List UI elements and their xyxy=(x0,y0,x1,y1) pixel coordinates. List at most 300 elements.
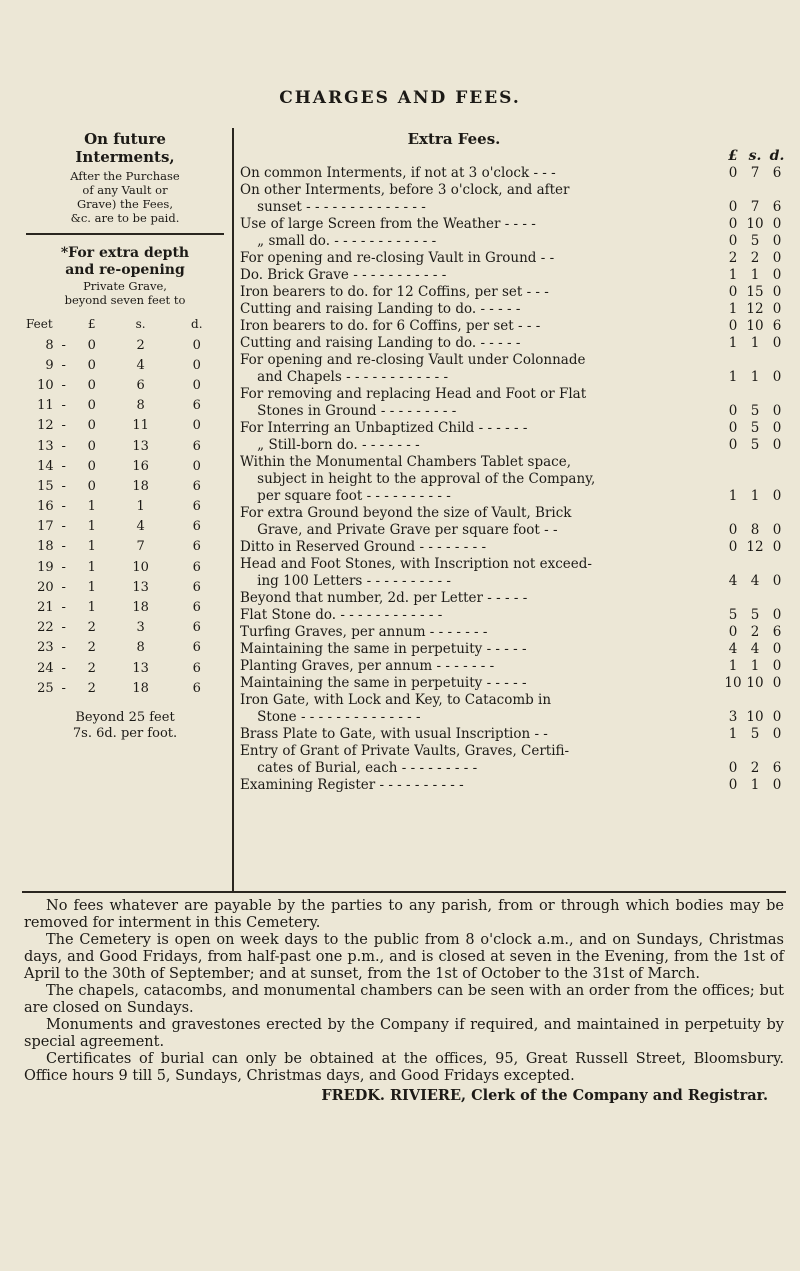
fee-label: Beyond that number, 2d. per Letter - - - - - xyxy=(240,590,528,606)
depth-cell-pounds: 1 xyxy=(87,499,96,515)
fee-label: „ Still-born do. - - - - - - - xyxy=(240,437,420,453)
depth-cell-feet: 17 xyxy=(37,519,54,535)
fee-pounds: 0 xyxy=(728,539,738,555)
fee-shillings: 1 xyxy=(750,658,760,674)
fee-label: Flat Stone do. - - - - - - - - - - - - xyxy=(240,607,443,623)
fee-row xyxy=(240,471,788,488)
depth-cell-pounds: 2 xyxy=(87,640,96,656)
depth-cell-pence: 0 xyxy=(192,458,201,474)
fee-shillings: 5 xyxy=(750,726,760,742)
fee-row xyxy=(240,216,788,233)
future-interments-heading: On future Interments, xyxy=(75,130,175,166)
depth-cell-feet: 9 xyxy=(45,357,54,373)
depth-cell-dash: - xyxy=(61,620,66,636)
fee-row xyxy=(240,301,788,318)
fee-pence: 0 xyxy=(772,641,782,657)
depth-cell-pounds: 1 xyxy=(87,519,96,535)
depth-cell-shillings: 3 xyxy=(136,620,145,636)
fee-amount xyxy=(722,658,788,675)
depth-cell-pounds: 0 xyxy=(87,478,96,494)
fee-pence: 6 xyxy=(772,760,782,776)
fee-label: Planting Graves, per annum - - - - - - - xyxy=(240,658,495,674)
depth-cell-feet: 8 xyxy=(45,337,54,353)
fee-pounds: 0 xyxy=(728,284,738,300)
fee-shillings: 7 xyxy=(750,165,760,181)
fee-label: and Chapels - - - - - - - - - - - - xyxy=(240,369,449,385)
fee-pence: 0 xyxy=(772,250,782,266)
fee-row xyxy=(240,386,788,403)
fee-shillings: 2 xyxy=(750,760,760,776)
depth-cell-dash: - xyxy=(61,458,66,474)
depth-cell-feet: 25 xyxy=(37,680,54,696)
fee-row xyxy=(240,726,788,743)
fee-label: Maintaining the same in perpetuity - - - - - xyxy=(240,641,527,657)
fee-shillings: 12 xyxy=(746,301,764,317)
fee-pence: 6 xyxy=(772,318,782,334)
fee-pence: 0 xyxy=(772,658,782,674)
depth-row xyxy=(22,497,222,517)
fee-row xyxy=(240,743,788,760)
depth-cell-pounds: 2 xyxy=(87,660,96,676)
fee-pence: 0 xyxy=(772,488,782,504)
depth-cell-pence: 0 xyxy=(192,337,201,353)
fee-shillings: 5 xyxy=(750,437,760,453)
fee-label: ing 100 Letters - - - - - - - - - - xyxy=(240,573,451,589)
depth-cell-dash: - xyxy=(61,559,66,575)
fee-pence: 0 xyxy=(772,607,782,623)
fee-label: Head and Foot Stones, with Inscription not exceed- xyxy=(240,556,592,572)
depth-cell-pence: 0 xyxy=(192,418,201,434)
fee-pounds: 0 xyxy=(728,403,738,419)
depth-fee-table xyxy=(22,313,222,698)
depth-row xyxy=(22,537,222,557)
depth-cell-shillings: 11 xyxy=(132,418,149,434)
fee-row xyxy=(240,641,788,658)
fee-amount xyxy=(722,760,788,777)
fee-shillings: 1 xyxy=(750,777,760,793)
fee-pounds: 10 xyxy=(724,675,742,691)
depth-cell-shillings: 18 xyxy=(132,680,149,696)
depth-cell-feet: 18 xyxy=(37,539,54,555)
vertical-divider xyxy=(232,128,234,891)
depth-cell-pence: 6 xyxy=(192,680,201,696)
depth-cell-pence: 6 xyxy=(192,539,201,555)
fee-amount xyxy=(722,777,788,794)
fee-row xyxy=(240,573,788,590)
fee-label: per square foot - - - - - - - - - - xyxy=(240,488,451,504)
fee-label: sunset - - - - - - - - - - - - - - xyxy=(240,199,426,215)
fee-amount xyxy=(722,301,788,318)
fee-shillings: 2 xyxy=(750,624,760,640)
depth-cell-pounds: 0 xyxy=(87,398,96,414)
depth-cell-feet: 12 xyxy=(37,418,54,434)
fee-shillings: 12 xyxy=(746,539,764,555)
depth-cell-pence: 6 xyxy=(192,579,201,595)
depth-cell-dash: - xyxy=(61,418,66,434)
fee-amount xyxy=(722,437,788,454)
fee-pence: 0 xyxy=(772,403,782,419)
depth-cell-dash: - xyxy=(61,478,66,494)
depth-cell-shillings: 18 xyxy=(132,600,149,616)
depth-cell-shillings: 4 xyxy=(136,519,145,535)
fee-row xyxy=(240,488,788,505)
fee-pounds: 4 xyxy=(728,573,738,589)
depth-row xyxy=(22,396,222,416)
fee-amount xyxy=(722,522,788,539)
fee-shillings: 8 xyxy=(750,522,760,538)
fee-row xyxy=(240,590,788,607)
depth-cell-feet: 19 xyxy=(37,559,54,575)
fee-row xyxy=(240,709,788,726)
fee-pence: 0 xyxy=(772,216,782,232)
depth-cell-dash: - xyxy=(61,337,66,353)
fee-row xyxy=(240,454,788,471)
notes-section xyxy=(24,898,784,1104)
depth-cell-pounds: 1 xyxy=(87,579,96,595)
fee-row xyxy=(240,624,788,641)
fee-label: cates of Burial, each - - - - - - - - - xyxy=(240,760,478,776)
fee-row xyxy=(240,369,788,386)
fee-amount xyxy=(722,369,788,386)
depth-cell-feet: 15 xyxy=(37,478,54,494)
fee-row xyxy=(240,522,788,539)
depth-cell-shillings: 16 xyxy=(132,458,149,474)
depth-cell-pence: 6 xyxy=(192,620,201,636)
fee-shillings: 10 xyxy=(746,709,764,725)
shillings-header: s. xyxy=(135,317,146,331)
feet-header: Feet xyxy=(26,317,53,331)
fee-shillings: 5 xyxy=(750,403,760,419)
pounds-header: £ xyxy=(728,148,738,164)
fee-shillings: 10 xyxy=(746,318,764,334)
depth-cell-pounds: 0 xyxy=(87,377,96,393)
fee-row xyxy=(240,420,788,437)
fee-pounds: 0 xyxy=(728,624,738,640)
fee-label: Iron Gate, with Lock and Key, to Catacomb in xyxy=(240,692,552,708)
fee-amount xyxy=(722,165,788,182)
fee-label: Maintaining the same in perpetuity - - - - - xyxy=(240,675,527,691)
fee-label: Turfing Graves, per annum - - - - - - - xyxy=(240,624,488,640)
depth-cell-shillings: 13 xyxy=(132,660,149,676)
fee-shillings: 1 xyxy=(750,369,760,385)
depth-cell-pounds: 2 xyxy=(87,680,96,696)
fee-amount xyxy=(722,641,788,658)
depth-row xyxy=(22,476,222,496)
pence-header: d. xyxy=(769,148,785,164)
fee-amount xyxy=(722,216,788,233)
depth-cell-pence: 6 xyxy=(192,559,201,575)
fee-row xyxy=(240,760,788,777)
depth-cell-feet: 24 xyxy=(37,660,54,676)
horizontal-divider xyxy=(22,891,786,893)
depth-row xyxy=(22,678,222,698)
fee-pence: 0 xyxy=(772,437,782,453)
fee-pounds: 0 xyxy=(728,420,738,436)
depth-cell-shillings: 7 xyxy=(136,539,145,555)
depth-cell-feet: 11 xyxy=(37,398,54,414)
fee-amount xyxy=(722,250,788,267)
fee-row xyxy=(240,233,788,250)
depth-cell-shillings: 18 xyxy=(132,478,149,494)
fee-pounds: 1 xyxy=(728,301,738,317)
depth-cell-pence: 6 xyxy=(192,519,201,535)
fee-label: Examining Register - - - - - - - - - - xyxy=(240,777,464,793)
depth-cell-dash: - xyxy=(61,499,66,515)
fee-row xyxy=(240,556,788,573)
note-paragraph: The chapels, catacombs, and monumental chambers can be seen with an order from the offices; but are closed on Sundays. xyxy=(24,983,784,1016)
fee-label: For opening and re-closing Vault in Ground - - xyxy=(240,250,555,266)
depth-cell-shillings: 1 xyxy=(136,499,145,515)
fee-row xyxy=(240,607,788,624)
note-paragraph: Monuments and gravestones erected by the Company if required, and maintained in perpetuity by special agreement. xyxy=(24,1017,784,1050)
fee-pence: 0 xyxy=(772,726,782,742)
fee-row xyxy=(240,284,788,301)
fee-pence: 0 xyxy=(772,233,782,249)
depth-row xyxy=(22,557,222,577)
depth-cell-pounds: 1 xyxy=(87,539,96,555)
fee-row xyxy=(240,777,788,794)
depth-cell-shillings: 2 xyxy=(136,337,145,353)
depth-cell-shillings: 10 xyxy=(132,559,149,575)
fee-pounds: 1 xyxy=(728,369,738,385)
fee-row xyxy=(240,692,788,709)
depth-cell-pounds: 0 xyxy=(87,458,96,474)
fee-amount xyxy=(722,335,788,352)
page-title: CHARGES AND FEES. xyxy=(279,88,521,108)
depth-cell-dash: - xyxy=(61,438,66,454)
fee-pence: 0 xyxy=(772,675,782,691)
fee-pounds: 0 xyxy=(728,233,738,249)
fee-amount xyxy=(722,233,788,250)
fee-shillings: 5 xyxy=(750,233,760,249)
depth-row xyxy=(22,597,222,617)
fee-label: Iron bearers to do. for 6 Coffins, per set - - - xyxy=(240,318,541,334)
fee-pence: 0 xyxy=(772,267,782,283)
fee-label: For extra Ground beyond the size of Vault, Brick xyxy=(240,505,572,521)
note-paragraph: Certificates of burial can only be obtained at the offices, 95, Great Russell Street, Bloomsbury. Office hours 9 till 5, Sundays, Christmas days, and Good Fridays excepted. xyxy=(24,1051,784,1084)
fee-amount xyxy=(722,318,788,335)
fee-pence: 0 xyxy=(772,522,782,538)
depth-cell-dash: - xyxy=(61,579,66,595)
depth-row xyxy=(22,658,222,678)
fee-pounds: 0 xyxy=(728,760,738,776)
depth-cell-pence: 0 xyxy=(192,357,201,373)
signature: FREDK. RIVIERE, Clerk of the Company and Registrar. xyxy=(321,1087,768,1104)
fee-shillings: 2 xyxy=(750,250,760,266)
depth-cell-pence: 6 xyxy=(192,600,201,616)
fee-amount xyxy=(722,675,788,692)
depth-cell-dash: - xyxy=(61,660,66,676)
depth-cell-shillings: 13 xyxy=(132,438,149,454)
depth-cell-dash: - xyxy=(61,519,66,535)
lsd-header xyxy=(240,148,788,164)
extra-fees-column xyxy=(240,130,788,794)
fee-row xyxy=(240,403,788,420)
depth-row xyxy=(22,375,222,395)
left-divider xyxy=(26,233,224,235)
fee-label: Ditto in Reserved Ground - - - - - - - - xyxy=(240,539,487,555)
fee-label: Stones in Ground - - - - - - - - - xyxy=(240,403,457,419)
fee-shillings: 4 xyxy=(750,573,760,589)
fee-pence: 6 xyxy=(772,199,782,215)
fee-row xyxy=(240,318,788,335)
depth-cell-shillings: 13 xyxy=(132,579,149,595)
fee-shillings: 1 xyxy=(750,335,760,351)
fee-label: For Interring an Unbaptized Child - - - - - - xyxy=(240,420,528,436)
fee-amount xyxy=(722,199,788,216)
depth-cell-shillings: 4 xyxy=(136,357,145,373)
depth-cell-feet: 21 xyxy=(37,600,54,616)
fee-row xyxy=(240,352,788,369)
fee-label: Entry of Grant of Private Vaults, Graves, Certifi- xyxy=(240,743,570,759)
depth-cell-dash: - xyxy=(61,600,66,616)
depth-cell-pence: 6 xyxy=(192,499,201,515)
depth-cell-pence: 6 xyxy=(192,640,201,656)
fee-amount xyxy=(722,403,788,420)
depth-row xyxy=(22,335,222,355)
note-paragraph: The Cemetery is open on week days to the public from 8 o'clock a.m., and on Sundays, Christmas days, and Good Fridays, from half-past one p.m., and is closed at seven in the Evening, from the 1st of April to the 30th of September; and at sunset, from the 1st of October to the 31st of March. xyxy=(24,932,784,982)
depth-cell-pounds: 0 xyxy=(87,357,96,373)
fee-amount xyxy=(722,573,788,590)
fee-pounds: 0 xyxy=(728,318,738,334)
depth-cell-pence: 6 xyxy=(192,398,201,414)
fee-label: Do. Brick Grave - - - - - - - - - - - xyxy=(240,267,447,283)
depth-cell-pence: 6 xyxy=(192,478,201,494)
depth-cell-pence: 0 xyxy=(192,377,201,393)
fee-amount xyxy=(722,284,788,301)
fee-pounds: 4 xyxy=(728,641,738,657)
fee-row xyxy=(240,267,788,284)
fee-pounds: 0 xyxy=(728,199,738,215)
note-paragraph: No fees whatever are payable by the parties to any parish, from or through which bodies may be removed for interment in this Cemetery. xyxy=(24,898,784,931)
fee-label: „ small do. - - - - - - - - - - - - xyxy=(240,233,437,249)
depth-fees-column xyxy=(22,130,228,742)
fee-row xyxy=(240,505,788,522)
fee-shillings: 10 xyxy=(746,216,764,232)
depth-cell-dash: - xyxy=(61,357,66,373)
fee-pounds: 5 xyxy=(728,607,738,623)
depth-cell-dash: - xyxy=(61,640,66,656)
extra-depth-heading: *For extra depth and re-opening xyxy=(60,245,190,278)
depth-row xyxy=(22,577,222,597)
fee-pence: 6 xyxy=(772,165,782,181)
shillings-header: s. xyxy=(748,148,762,164)
fee-pounds: 2 xyxy=(728,250,738,266)
fee-row xyxy=(240,675,788,692)
depth-cell-pounds: 0 xyxy=(87,337,96,353)
depth-cell-pounds: 0 xyxy=(87,418,96,434)
fee-pounds: 1 xyxy=(728,267,738,283)
depth-cell-dash: - xyxy=(61,680,66,696)
fee-shillings: 1 xyxy=(750,488,760,504)
fee-pounds: 3 xyxy=(728,709,738,725)
depth-cell-shillings: 8 xyxy=(136,398,145,414)
fee-pounds: 1 xyxy=(728,726,738,742)
fee-pounds: 0 xyxy=(728,165,738,181)
fee-pence: 0 xyxy=(772,420,782,436)
depth-cell-pence: 6 xyxy=(192,438,201,454)
fee-pence: 0 xyxy=(772,335,782,351)
fee-amount xyxy=(722,420,788,437)
depth-row xyxy=(22,638,222,658)
fee-row xyxy=(240,250,788,267)
extra-fees-title: Extra Fees. xyxy=(407,130,501,148)
fee-label: Stone - - - - - - - - - - - - - - xyxy=(240,709,421,725)
depth-row xyxy=(22,517,222,537)
fee-label: Use of large Screen from the Weather - - - - xyxy=(240,216,536,232)
fee-pounds: 0 xyxy=(728,437,738,453)
future-interments-note: After the Purchase of any Vault or Grave) the Fees, &c. are to be paid. xyxy=(70,169,180,225)
fee-pounds: 1 xyxy=(728,488,738,504)
fee-pence: 0 xyxy=(772,369,782,385)
depth-cell-feet: 16 xyxy=(37,499,54,515)
fee-pounds: 1 xyxy=(728,335,738,351)
fee-label: For opening and re-closing Vault under Colonnade xyxy=(240,352,586,368)
extra-fees-list xyxy=(240,165,788,794)
fee-pence: 6 xyxy=(772,624,782,640)
depth-cell-shillings: 6 xyxy=(136,377,145,393)
fee-pence: 0 xyxy=(772,709,782,725)
depth-cell-pounds: 1 xyxy=(87,600,96,616)
fee-row xyxy=(240,182,788,199)
fee-shillings: 5 xyxy=(750,607,760,623)
fee-row xyxy=(240,199,788,216)
depth-row xyxy=(22,436,222,456)
depth-row xyxy=(22,618,222,638)
depth-cell-dash: - xyxy=(61,398,66,414)
fee-label: On common Interments, if not at 3 o'clock - - - xyxy=(240,165,556,181)
fee-label: On other Interments, before 3 o'clock, and after xyxy=(240,182,570,198)
depth-row xyxy=(22,416,222,436)
depth-cell-pounds: 0 xyxy=(87,438,96,454)
extra-depth-note: Private Grave, beyond seven feet to xyxy=(64,279,186,307)
fee-shillings: 4 xyxy=(750,641,760,657)
fee-label: Within the Monumental Chambers Tablet space, xyxy=(240,454,571,470)
depth-row xyxy=(22,355,222,375)
fee-amount xyxy=(722,624,788,641)
fee-row xyxy=(240,165,788,182)
depth-cell-feet: 14 xyxy=(37,458,54,474)
pounds-header: £ xyxy=(87,317,96,331)
depth-cell-dash: - xyxy=(61,539,66,555)
fee-pounds: 1 xyxy=(728,658,738,674)
fee-pence: 0 xyxy=(772,284,782,300)
fee-shillings: 15 xyxy=(746,284,764,300)
depth-cell-feet: 13 xyxy=(37,438,54,454)
depth-cell-pounds: 2 xyxy=(87,620,96,636)
fee-row xyxy=(240,335,788,352)
fee-amount xyxy=(722,267,788,284)
fee-row xyxy=(240,437,788,454)
depth-cell-feet: 22 xyxy=(37,620,54,636)
beyond-25-feet-note: Beyond 25 feet 7s. 6d. per foot. xyxy=(72,710,178,742)
fee-shillings: 1 xyxy=(750,267,760,283)
depth-row xyxy=(22,456,222,476)
depth-cell-pence: 6 xyxy=(192,660,201,676)
fee-pence: 0 xyxy=(772,539,782,555)
fee-amount xyxy=(722,488,788,505)
fee-shillings: 10 xyxy=(746,675,764,691)
fee-pounds: 0 xyxy=(728,522,738,538)
fee-row xyxy=(240,658,788,675)
fee-amount xyxy=(722,607,788,624)
fee-pence: 0 xyxy=(772,573,782,589)
fee-label: Grave, and Private Grave per square foot - - xyxy=(240,522,558,538)
fee-pounds: 0 xyxy=(728,216,738,232)
depth-cell-feet: 20 xyxy=(37,579,54,595)
fee-amount xyxy=(722,709,788,726)
fee-shillings: 5 xyxy=(750,420,760,436)
